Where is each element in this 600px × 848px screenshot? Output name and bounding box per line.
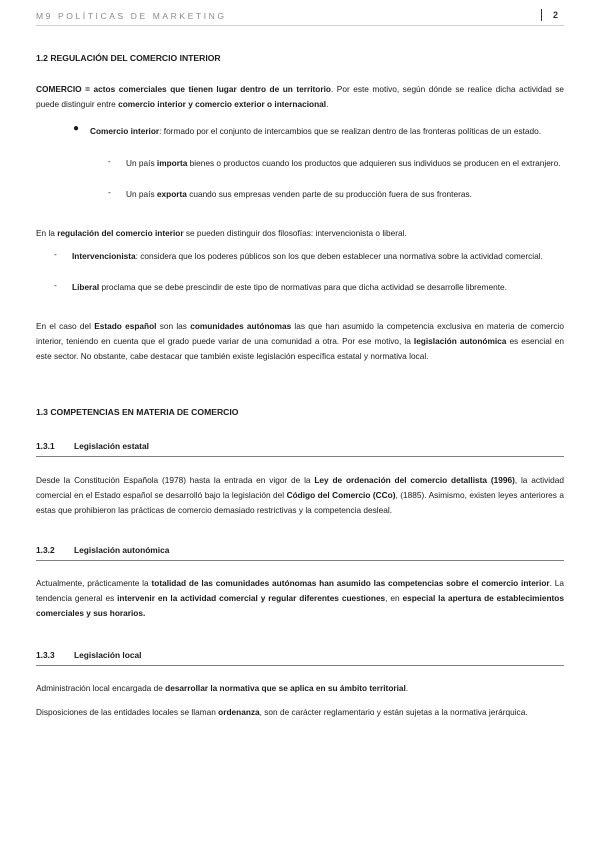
dash-icon: - [54, 249, 57, 259]
heading-rule [36, 560, 564, 561]
legislacion-local-paragraph-2: Disposiciones de las entidades locales se llaman ordenanza, son de carácter reglamentario y están sujetas a la normativa jerárquica. [36, 707, 528, 717]
subsection-heading-1-3-2: 1.3.2 Legislación autonómica [36, 545, 170, 555]
section-heading-1-2: 1.2 REGULACIÓN DEL COMERCIO INTERIOR [36, 53, 221, 63]
legislacion-autonomica-paragraph: Actualmente, prácticamente la totalidad de las comunidades autónomas han asumido las competencias sobre el comercio interior. La tendencia general es intervenir en la actividad comercial y regular diferentes cuestiones, en especial la apertura de establecimientos comerciales y sus horarios. [36, 578, 565, 618]
sub-bullet-exporta: Un país exporta cuando sus empresas venden parte de su producción fuera de sus fronteras. [126, 189, 472, 199]
dash-icon: - [108, 156, 111, 166]
estado-espanol-paragraph: En el caso del Estado español son las comunidades autónomas las que han asumido la competencia exclusiva en materia de comercio interior, teniendo en cuenta que el grado puede variar de una comunidad a otra. Por ese motivo, la legislación autonómica es esencial en este sector. No obstante, cabe destacar que también existe legislación específica estatal y normativa local. [36, 321, 564, 361]
page-header [36, 11, 564, 26]
dash-icon: - [54, 280, 57, 290]
subsection-heading-1-3-1: 1.3.1 Legislación estatal [36, 441, 149, 451]
page-number: 2 [552, 10, 558, 20]
legislacion-estatal-paragraph: Desde la Constitución Española (1978) hasta la entrada en vigor de la Ley de ordenación del comercio detallista (1996), la actividad comercial en el Estado español se desarrolló bajo la legislación del Código del Comercio (CCo), (1885). Asimismo, existen leyes anteriores a estas que prohibieron las prácticas de comercio demasiado restrictivas y la competencia desleal. [36, 475, 564, 515]
header-title: M9 POLÍTICAS DE MARKETING [36, 11, 227, 21]
comercio-definition: COMERCIO = actos comerciales que tienen lugar dentro de un territorio. Por este motivo, según dónde se realice dicha actividad se puede distinguir entre comercio interior y comercio exterior o internacional. [36, 84, 565, 109]
heading-rule [36, 665, 564, 666]
item-intervencionista: Intervencionista: considera que los poderes públicos son los que deben establecer una normativa sobre la actividad comercial. [72, 251, 543, 261]
bullet-comercio-interior: Comercio interior: formado por el conjunto de intercambios que se realizan dentro de las fronteras políticas de un estado. [90, 126, 542, 136]
item-liberal: Liberal proclama que se debe prescindir de este tipo de normativas para que dicha actividad se desarrolle libremente. [72, 282, 507, 292]
regulacion-paragraph: En la regulación del comercio interior se pueden distinguir dos filosofías: intervencionista o liberal. [36, 228, 407, 238]
section-heading-1-3: 1.3 COMPETENCIAS EN MATERIA DE COMERCIO [36, 407, 239, 417]
dash-icon: - [108, 187, 111, 197]
header-separator [541, 9, 542, 21]
legislacion-local-paragraph-1: Administración local encargada de desarrollar la normativa que se aplica en su ámbito territorial. [36, 683, 409, 693]
heading-rule [36, 456, 564, 457]
subsection-heading-1-3-3: 1.3.3 Legislación local [36, 650, 142, 660]
sub-bullet-importa: Un país importa bienes o productos cuando los productos que adquieren sus individuos se producen en el extranjero. [126, 158, 561, 168]
bullet-icon: ● [73, 123, 80, 134]
